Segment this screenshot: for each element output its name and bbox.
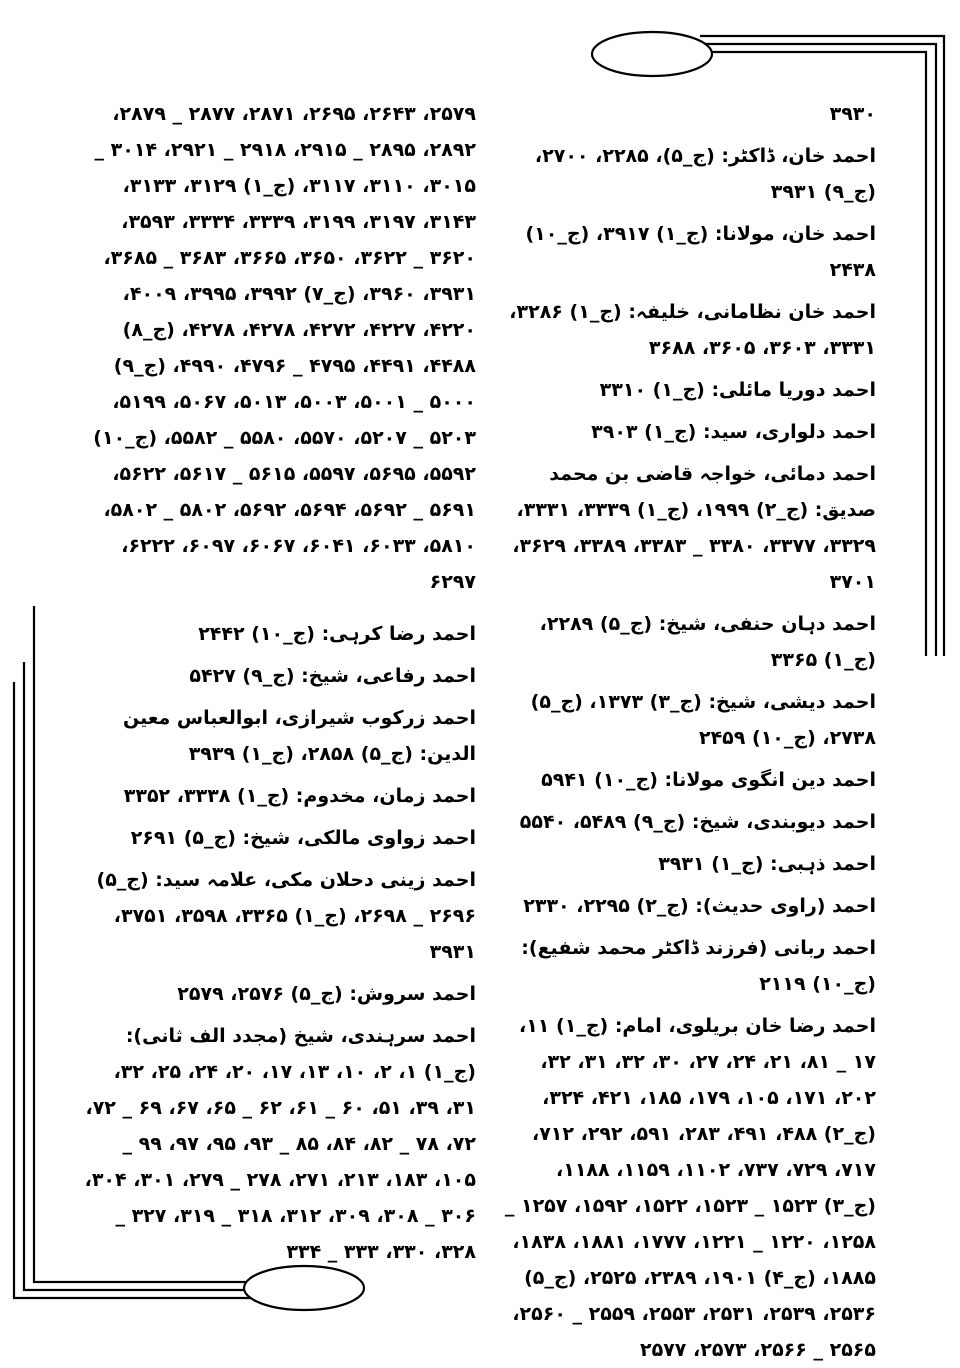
index-entry: احمد ذہبی: (ج_۱) ۳۹۳۱ bbox=[658, 853, 876, 875]
index-entry: احمد خان، مولانا: (ج_۱) ۳۹۱۷، (ج_۱۰) ۲۴۳۸ bbox=[525, 223, 876, 281]
index-entry: احمد خان نظامانی، خلیفہ: (ج_۱) ۳۲۸۶، ۳۳۳۱، ۳۶۰۳، ۳۶۰۵، ۳۶۸۸ bbox=[509, 301, 876, 359]
left-column-top bbox=[84, 96, 476, 600]
index-entry: احمد رضا کرہی: (ج_۱۰) ۲۴۴۲ bbox=[198, 623, 476, 645]
index-entry: ۳۹۳۰ bbox=[829, 103, 876, 125]
index-entry: احمد خان، ڈاکٹر: (ج_۵)، ۲۲۸۵، ۲۷۰۰، (ج_۹) ۳۹۳۱ bbox=[534, 145, 876, 203]
index-entry: احمد دوریا مائلی: (ج_۱) ۳۳۱۰ bbox=[599, 379, 876, 401]
frame-oval-top bbox=[592, 32, 712, 76]
index-entry: احمد دیشی، شیخ: (ج_۳) ۱۳۷۳، (ج_۵) ۲۷۳۸، (ج_۱۰) ۲۴۵۹ bbox=[530, 691, 876, 749]
index-entry: احمد سرہندی، شیخ (مجدد الف ثانی): (ج_۱) ۱، ۲، ۱۰، ۱۳، ۱۷، ۲۰، ۲۴، ۲۵، ۳۲، ۳۱، ۳۹، ۵۱، ۶۰ _ ۶۱، ۶۲ _ ۶۵، ۶۷، ۶۹ _ ۷۲، ۷۲، ۷۸ _ ۸۲، ۸۴، ۸۵ _ ۹۳، ۹۵، ۹۷، ۹۹ _ ۱۰۵، ۱۸۳، ۲۱۳، ۲۷۱، ۲۷۸ _ ۲۷۹، ۳۰۱، ۳۰۴، ۳۰۶ _ ۳۰۸، ۳۰۹، ۳۱۲، ۳۱۸ _ ۳۱۹، ۳۲۷ _ ۳۲۸، ۳۳۰، ۳۳۳ _ ۳۳۴ bbox=[84, 1025, 476, 1263]
index-entry: احمد زواوی مالکی، شیخ: (ج_۵) ۲۶۹۱ bbox=[130, 827, 476, 849]
index-entry: احمد دین انگوی مولانا: (ج_۱۰) ۵۹۴۱ bbox=[541, 769, 876, 791]
right-column bbox=[498, 96, 876, 1368]
index-entry: احمد دیوبندی، شیخ: (ج_۹) ۵۴۸۹، ۵۵۴۰ bbox=[519, 811, 876, 833]
index-entry: احمد (راوی حدیث): (ج_۲) ۲۲۹۵، ۲۳۳۰ bbox=[523, 895, 876, 917]
index-entry: احمد رضا خان بریلوی، امام: (ج_۱) ۱۱، ۱۷ _ ۸۱، ۲۱، ۲۴، ۲۷، ۳۰، ۳۲، ۳۱، ۳۲، ۲۰۲، ۱۷۱، ۱۰۵، ۱۷۹، ۱۸۵، ۴۲۱، ۳۲۴، (ج_۲) ۴۸۸، ۴۹۱، ۲۸۳، ۵۹۱، ۲۹۲، ۷۱۲، ۷۱۷، ۷۲۹، ۷۳۷، ۱۱۰۲، ۱۱۵۹، ۱۱۸۸، (ج_۳) ۱۵۲۳ _ ۱۵۲۳، ۱۵۲۲، ۱۵۹۲، ۱۲۵۷ _ ۱۲۵۸، ۱۲۲۰ _ ۱۲۲۱، ۱۷۷۷، ۱۸۸۱، ۱۸۳۸، ۱۸۸۵، (ج_۴) ۱۹۰۱، ۲۳۸۹، ۲۵۲۵، (ج_۵) ۲۵۳۶، ۲۵۳۹، ۲۵۳۱، ۲۵۵۳، ۲۵۵۹ _ ۲۵۶۰، ۲۵۶۵ _ ۲۵۶۶، ۲۵۷۳، ۲۵۷۷ bbox=[504, 1015, 876, 1361]
index-entry: احمد ربانی (فرزند ڈاکٹر محمد شفیع): (ج_۱۰) ۲۱۱۹ bbox=[521, 937, 876, 995]
left-column-bottom bbox=[84, 616, 476, 1270]
index-entry-continued: ۲۵۷۹، ۲۶۴۳، ۲۶۹۵، ۲۸۷۱، ۲۸۷۷ _ ۲۸۷۹، ۲۸۹۲، ۲۸۹۵ _ ۲۹۱۵، ۲۹۱۸ _ ۲۹۲۱، ۳۰۱۴ _ ۳۰۱۵، ۳۱۱۰، ۳۱۱۷، (ج_۱) ۳۱۲۹، ۳۱۳۳، ۳۱۴۳، ۳۱۹۷، ۳۱۹۹، ۳۳۳۹، ۳۳۳۴، ۳۵۹۳، ۳۶۲۰ _ ۳۶۲۲، ۳۶۵۰، ۳۶۶۵، ۳۶۸۳ _ ۳۶۸۵، ۳۹۳۱، ۳۹۶۰، (ج_۷) ۳۹۹۲، ۳۹۹۵، ۴۰۰۹، ۴۲۲۰، ۴۲۲۷، ۴۲۷۲، ۴۲۷۸، ۴۲۷۸، (ج_۸) ۴۴۸۸، ۴۴۹۱، ۴۷۹۵ _ ۴۷۹۶، ۴۹۹۰، (ج_۹) ۵۰۰۰ _ ۵۰۰۱، ۵۰۰۳، ۵۰۱۳، ۵۰۶۷، ۵۱۹۹، ۵۲۰۳ _ ۵۲۰۷، ۵۵۷۰، ۵۵۸۰ _ ۵۵۸۲، (ج_۱۰) ۵۵۹۲، ۵۶۹۵، ۵۵۹۷، ۵۶۱۵ _ ۵۶۱۷، ۵۶۲۲، ۵۶۹۱ _ ۵۶۹۲، ۵۶۹۴، ۵۶۹۲، ۵۸۰۲ _ ۵۸۰۲، ۵۸۱۰، ۶۰۳۳، ۶۰۴۱، ۶۰۶۷، ۶۰۹۷، ۶۲۲۲، ۶۲۹۷ bbox=[93, 103, 476, 593]
index-entry: احمد رفاعی، شیخ: (ج_۹) ۵۴۲۷ bbox=[189, 665, 476, 687]
index-entry: احمد زرکوب شیرازی، ابوالعباس معین الدین: (ج_۵) ۲۸۵۸، (ج_۱) ۳۹۳۹ bbox=[122, 707, 476, 765]
index-entry: احمد زمان، مخدوم: (ج_۱) ۳۳۳۸، ۳۳۵۲ bbox=[123, 785, 476, 807]
index-entry: احمد دلواری، سید: (ج_۱) ۳۹۰۳ bbox=[591, 421, 876, 443]
index-entry: احمد زینی دحلان مکی، علامہ سید: (ج_۵) ۲۶۹۶ _ ۲۶۹۸، (ج_۱) ۳۳۶۵، ۳۵۹۸، ۳۷۵۱، ۳۹۳۱ bbox=[96, 869, 476, 963]
index-entry: احمد دہان حنفی، شیخ: (ج_۵) ۲۲۸۹، (ج_۱) ۳۳۶۵ bbox=[539, 613, 876, 671]
frame-oval-bottom bbox=[244, 1266, 364, 1310]
index-entry: احمد دمائی، خواجہ قاضی بن محمد صدیق: (ج_۲) ۱۹۹۹، (ج_۱) ۳۳۳۹، ۳۳۳۱، ۳۳۲۹، ۳۳۷۷، ۳۳۸۰ _ ۳۳۸۳، ۳۳۸۹، ۳۶۲۹، ۳۷۰۱ bbox=[512, 463, 876, 593]
index-entry: احمد سروش: (ج_۵) ۲۵۷۶، ۲۵۷۹ bbox=[177, 983, 476, 1005]
